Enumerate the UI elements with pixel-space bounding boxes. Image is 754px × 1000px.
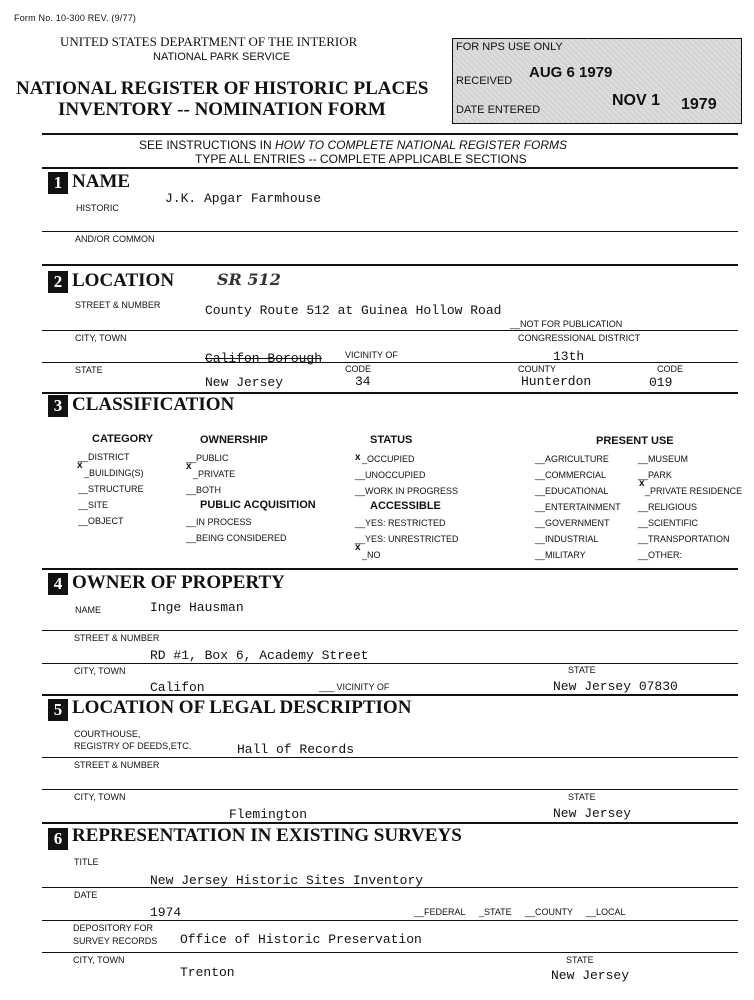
legal-state-label: STATE [568,792,596,802]
congressional-district-label: CONGRESSIONAL DISTRICT [518,333,641,343]
section2-number: 2 [48,271,68,293]
date-entered-stamp: NOV 1 [612,92,661,109]
legal-street-label: STREET & NUMBER [74,760,160,770]
use-government: __GOVERNMENT [535,518,610,528]
use-commercial: __COMMERCIAL [535,470,607,480]
category-heading: CATEGORY [92,433,154,445]
section4-title: OWNER OF PROPERTY [72,572,285,593]
location-city-label: CITY, TOWN [75,333,127,343]
header-divider [42,133,738,135]
form-number: Form No. 10-300 REV. (9/77) [14,13,137,23]
section4-top-rule [42,568,738,570]
survey-date-value: 1974 [150,905,182,920]
acquisition-being-considered: __BEING CONSIDERED [186,533,287,543]
survey-date-label: DATE [74,890,98,900]
depository-value: Office of Historic Preservation [180,932,422,947]
section3-number: 3 [48,395,68,417]
registry-label: REGISTRY OF DEEDS,ETC. [74,741,192,751]
common-name-label: AND/OR COMMON [75,234,155,244]
historic-label: HISTORIC [76,203,119,213]
nps-box-label: FOR NPS USE ONLY [456,41,563,53]
survey-title-value: New Jersey Historic Sites Inventory [150,873,424,888]
category-district: __DISTRICT [78,452,130,462]
public-acquisition-heading: PUBLIC ACQUISITION [200,499,316,511]
courthouse-value: Hall of Records [237,742,355,757]
use-park: __PARK [638,470,672,480]
depository-label2: SURVEY RECORDS [73,936,158,946]
section1-mid-rule [42,231,738,232]
state-code-value: 34 [355,374,371,389]
survey-city-value: Trenton [180,965,235,980]
congressional-district-value: 13th [553,349,585,364]
use-industrial: __INDUSTRIAL [535,534,599,544]
location-street-label: STREET & NUMBER [75,300,161,310]
section3-title: CLASSIFICATION [72,394,235,415]
received-label: RECEIVED [456,75,513,87]
owner-name-label: NAME [75,605,102,615]
instructions-line2: TYPE ALL ENTRIES -- COMPLETE APPLICABLE SECTIONS [195,152,527,166]
service-name: NATIONAL PARK SERVICE [153,51,291,63]
category-site: __SITE [78,500,109,510]
instructions-line1: SEE INSTRUCTIONS IN HOW TO COMPLETE NATIONAL REGISTER FORMS [139,138,568,152]
status-occupied: _OCCUPIED [362,454,415,464]
use-agriculture: __AGRICULTURE [535,454,609,464]
legal-street-rule [42,789,738,790]
ownership-private-mark: x [186,461,192,472]
survey-title-label: TITLE [74,857,99,867]
use-transportation: __TRANSPORTATION [638,534,730,544]
section2-title: LOCATION [72,270,175,291]
survey-county: __COUNTY [525,907,574,917]
date-entered-label: DATE ENTERED [456,104,541,116]
section1-title: NAME [72,171,131,192]
use-scientific: __SCIENTIFIC [638,518,699,528]
owner-state-value: New Jersey 07830 [553,679,678,694]
depository-rule [42,952,738,953]
use-military: __MILITARY [535,550,586,560]
location-vicinity: VICINITY OF [345,350,398,360]
historic-name-value: J.K. Apgar Farmhouse [165,191,322,206]
section1-top-rule [42,167,738,169]
survey-state-label: STATE [566,955,594,965]
owner-state-label: STATE [568,665,596,675]
status-work-in-progress: __WORK IN PROGRESS [355,486,459,496]
section6-title: REPRESENTATION IN EXISTING SURVEYS [72,825,462,846]
ownership-both: __BOTH [186,485,222,495]
section6-top-rule [42,822,738,824]
location-street-rule [42,330,738,331]
ownership-private: _PRIVATE [193,469,236,479]
category-buildings: _BUILDING(S) [84,468,144,478]
location-city-value: Califon Borough [205,351,323,366]
department-name: UNITED STATES DEPARTMENT OF THE INTERIOR [60,34,358,49]
form-title-line2: INVENTORY -- NOMINATION FORM [58,99,386,120]
section5-top-rule [42,694,738,696]
survey-local: __LOCAL [586,907,626,917]
access-no: _NO [362,550,381,560]
location-city-rule [42,362,738,363]
owner-street-value: RD #1, Box 6, Academy Street [150,648,369,663]
courthouse-rule [42,757,738,758]
survey-federal: __FEDERAL [414,907,466,917]
handwritten-route-note: SR 512 [217,270,281,289]
category-structure: __STRUCTURE [78,484,144,494]
section5-number: 5 [48,699,68,721]
received-stamp: AUG 6 1979 [529,64,613,81]
courthouse-label: COURTHOUSE, [74,729,141,739]
use-private-residence-mark: x [639,478,645,489]
status-occupied-mark: x [355,452,361,463]
owner-city-value: Califon [150,680,205,695]
location-state-label: STATE [75,365,103,375]
section6-number: 6 [48,828,68,850]
use-private-residence: _PRIVATE RESIDENCE [645,486,743,496]
status-unoccupied: __UNOCCUPIED [355,470,426,480]
owner-street-rule [42,663,738,664]
acquisition-in-process: __IN PROCESS [186,517,252,527]
location-street-value: County Route 512 at Guinea Hollow Road [205,303,502,318]
use-educational: __EDUCATIONAL [535,486,609,496]
category-buildings-mark: x [77,460,83,471]
access-yes-restricted: __YES: RESTRICTED [355,518,446,528]
owner-city-label: CITY, TOWN [74,666,126,676]
owner-name-value: Inge Hausman [150,600,244,615]
section5-title: LOCATION OF LEGAL DESCRIPTION [72,697,412,718]
location-state-value: New Jersey [205,375,284,390]
survey-state-level: _STATE [479,907,512,917]
form-title-line1: NATIONAL REGISTER OF HISTORIC PLACES [16,78,429,99]
use-entertainment: __ENTERTAINMENT [535,502,621,512]
accessible-heading: ACCESSIBLE [370,500,441,512]
category-object: __OBJECT [78,516,124,526]
access-yes-unrestricted: __YES: UNRESTRICTED [355,534,459,544]
county-code-value: 019 [649,375,673,390]
owner-street-label: STREET & NUMBER [74,633,160,643]
ownership-heading: OWNERSHIP [200,434,268,446]
survey-city-label: CITY, TOWN [73,955,125,965]
section1-number: 1 [48,172,68,194]
use-religious: __RELIGIOUS [638,502,698,512]
county-code-label: CODE [657,364,684,374]
use-museum: __MUSEUM [638,454,689,464]
not-for-publication: __NOT FOR PUBLICATION [510,319,623,329]
legal-city-value: Flemington [229,807,308,822]
legal-state-value: New Jersey [553,806,632,821]
owner-name-rule [42,630,738,631]
survey-date-rule [42,920,738,921]
use-other: __OTHER: [638,550,683,560]
legal-city-label: CITY, TOWN [74,792,126,802]
ownership-public: __PUBLIC [186,453,229,463]
owner-vicinity: ___ VICINITY OF [319,682,390,692]
county-value: Hunterdon [521,374,592,389]
section4-number: 4 [48,573,68,595]
depository-label1: DEPOSITORY FOR [73,923,154,933]
present-use-heading: PRESENT USE [596,435,674,447]
status-heading: STATUS [370,434,413,446]
section2-top-rule [42,264,738,266]
date-entered-year: 1979 [681,96,717,113]
survey-title-rule [42,887,738,888]
survey-state-value: New Jersey [551,968,630,983]
county-label: COUNTY [518,364,556,374]
state-code-label: CODE [345,364,372,374]
access-no-mark: x [355,542,361,553]
